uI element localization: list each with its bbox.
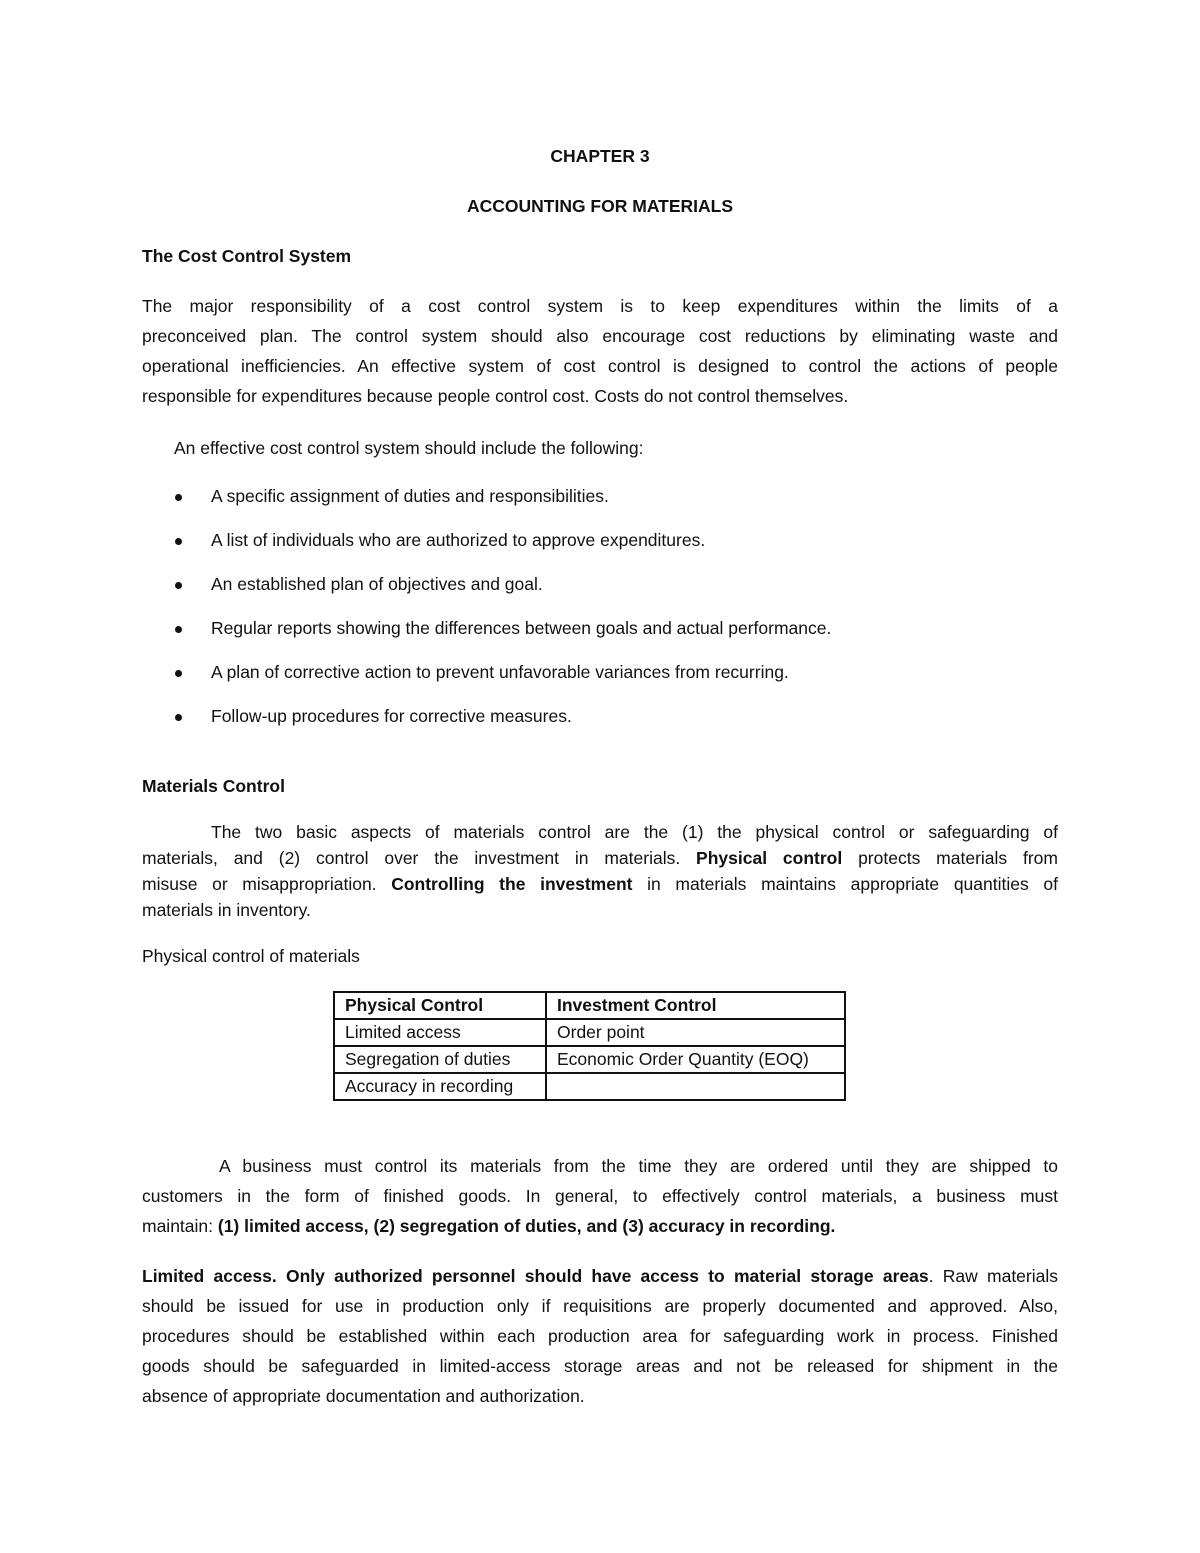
table-header-row: [334, 992, 845, 1019]
bullet-icon: [174, 664, 186, 684]
list-item: An established plan of objectives and goal.: [211, 574, 543, 594]
table-cell: Economic Order Quantity (EOQ): [546, 1046, 845, 1073]
paragraph-line: preconceived plan. The control system should also encourage cost reductions by eliminating waste and: [142, 326, 1058, 346]
bullet-icon: [174, 532, 186, 552]
paragraph-line: maintain: (1) limited access, (2) segregation of duties, and (3) accuracy in recording.: [142, 1216, 836, 1236]
paragraph-line: operational inefficiencies. An effective system of cost control is designed to control the actions of people: [142, 356, 1058, 376]
table-header-cell: Investment Control: [546, 992, 845, 1019]
list-item: Follow-up procedures for corrective measures.: [211, 706, 572, 726]
bullet-icon: [174, 620, 186, 640]
paragraph-line: should be issued for use in production only if requisitions are properly documented and approved. Also,: [142, 1296, 1058, 1316]
table-cell: Segregation of duties: [334, 1046, 546, 1073]
list-item: A plan of corrective action to prevent unfavorable variances from recurring.: [211, 662, 789, 682]
table-cell: [546, 1073, 845, 1100]
table-row: [334, 1046, 845, 1073]
paragraph-line: misuse or misappropriation. Controlling the investment in materials maintains appropriate quantities of: [142, 874, 1058, 894]
table-cell: Limited access: [334, 1019, 546, 1046]
bullet-icon: [174, 488, 186, 508]
paragraph-line: goods should be safeguarded in limited-access storage areas and not be released for shipment in the: [142, 1356, 1058, 1376]
table-cell: Order point: [546, 1019, 845, 1046]
paragraph-line: A business must control its materials from the time they are ordered until they are shipped to: [219, 1156, 1058, 1176]
section-heading-cost-control: The Cost Control System: [142, 246, 352, 266]
paragraph-line: customers in the form of finished goods. In general, to effectively control materials, a business must: [142, 1186, 1058, 1206]
section-heading-materials-control: Materials Control: [142, 776, 285, 796]
bullet-icon: [174, 576, 186, 596]
list-item: Regular reports showing the differences between goals and actual performance.: [211, 618, 832, 638]
bullet-icon: [174, 708, 186, 728]
subheading-physical-control: Physical control of materials: [142, 946, 360, 966]
controls-table: [333, 991, 846, 1101]
table-row: [334, 1019, 845, 1046]
paragraph-line: materials in inventory.: [142, 900, 311, 920]
paragraph-line: The two basic aspects of materials control are the (1) the physical control or safeguarding of: [211, 822, 1058, 842]
paragraph-line: materials, and (2) control over the investment in materials. Physical control protects materials from: [142, 848, 1058, 868]
paragraph-line: absence of appropriate documentation and authorization.: [142, 1386, 585, 1406]
paragraph-line: procedures should be established within each production area for safeguarding work in process. Finished: [142, 1326, 1058, 1346]
paragraph-line: The major responsibility of a cost control system is to keep expenditures within the limits of a: [142, 296, 1058, 316]
paragraph-line: Limited access. Only authorized personnel should have access to material storage areas. Raw materials: [142, 1266, 1058, 1286]
table-header-cell: Physical Control: [334, 992, 546, 1019]
table-cell: Accuracy in recording: [334, 1073, 546, 1100]
chapter-number: CHAPTER 3: [550, 146, 650, 166]
list-intro: An effective cost control system should include the following:: [174, 438, 644, 458]
list-item: A list of individuals who are authorized to approve expenditures.: [211, 530, 706, 550]
table-row: [334, 1073, 845, 1100]
paragraph-line: responsible for expenditures because people control cost. Costs do not control themselves.: [142, 386, 849, 406]
list-item: A specific assignment of duties and responsibilities.: [211, 486, 609, 506]
chapter-title: ACCOUNTING FOR MATERIALS: [466, 196, 734, 216]
